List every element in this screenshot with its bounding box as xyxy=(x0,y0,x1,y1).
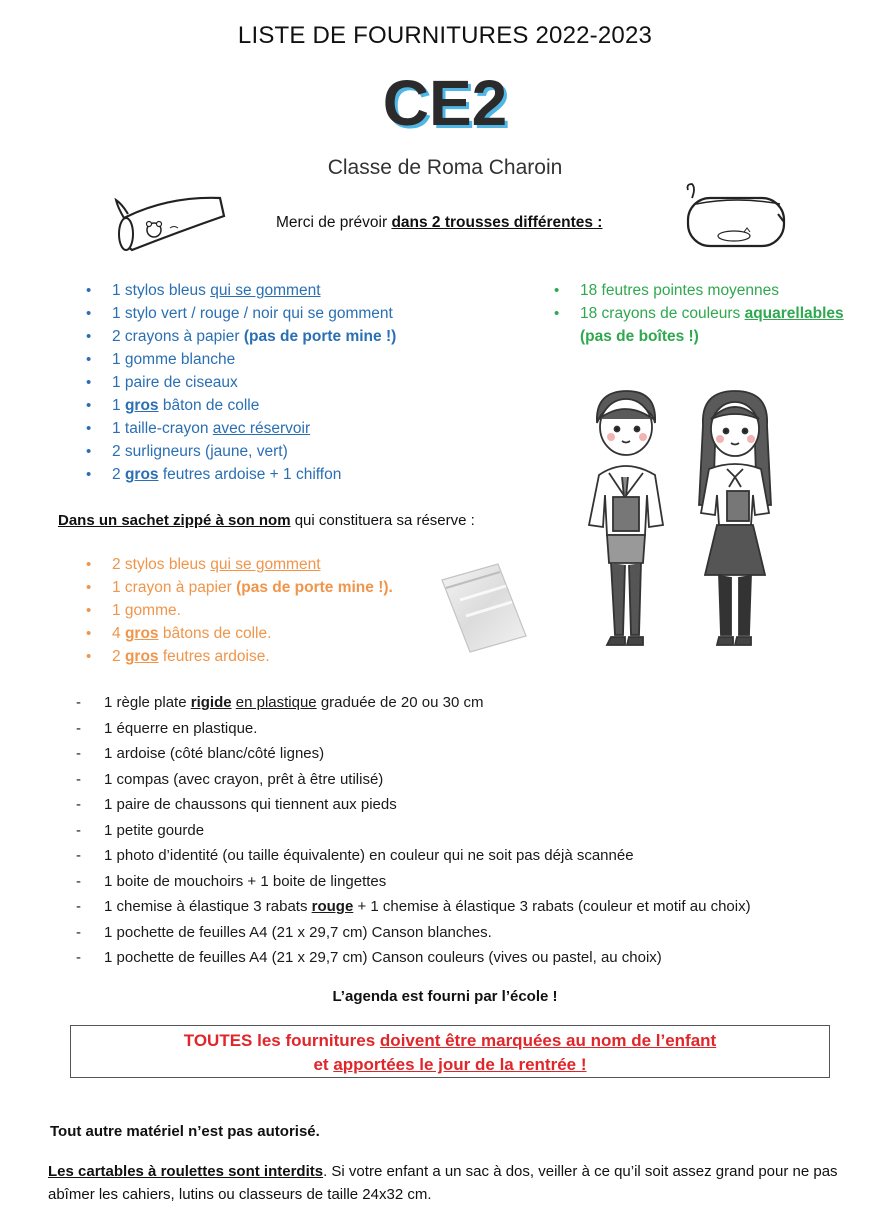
sachet-emphasis: Dans un sachet zippé à son nom xyxy=(58,512,291,529)
cartables-rest: . Si votre enfant a un sac à dos, veiller à ce qu’il soit assez grand pour ne pas abîmer les cahiers, lutins ou classeurs de taille 24x32 cm. xyxy=(48,1163,838,1203)
intro-emphasis: dans 2 trousses différentes : xyxy=(391,214,603,231)
list-item: • 1 paire de ciseaux xyxy=(86,371,396,394)
students-illustration xyxy=(585,385,790,660)
list-item: - 1 pochette de feuilles A4 (21 x 29,7 cm) Canson couleurs (vives ou pastel, au choix) xyxy=(76,945,751,971)
trousse-1-list xyxy=(86,279,396,486)
list-item: • 1 gomme blanche xyxy=(86,348,396,371)
list-item: • 4 gros bâtons de colle. xyxy=(86,622,393,645)
list-item: • 2 surligneurs (jaune, vert) xyxy=(86,440,396,463)
intro-line xyxy=(276,214,602,232)
list-item: • 1 stylos bleus qui se gomment xyxy=(86,279,396,302)
forbidden-note: Tout autre matériel n’est pas autorisé. xyxy=(50,1123,320,1140)
trousse-2-note: (pas de boîtes !) xyxy=(580,328,699,345)
list-item: • 1 crayon à papier (pas de porte mine !). xyxy=(86,576,393,599)
list-item: • 18 feutres pointes moyennes xyxy=(554,279,844,302)
list-item: - 1 ardoise (côté blanc/côté lignes) xyxy=(76,741,751,767)
cartables-note xyxy=(48,1160,848,1206)
sachet-rest: qui constituera sa réserve : xyxy=(290,512,475,529)
list-item: • 2 crayons à papier (pas de porte mine !) xyxy=(86,325,396,348)
cartables-emphasis: Les cartables à roulettes sont interdits xyxy=(48,1163,324,1180)
notice-line-2: et apportées le jour de la rentrée ! xyxy=(313,1055,587,1074)
list-item: • 18 crayons de couleurs aquarellables xyxy=(554,302,844,325)
notice-box xyxy=(70,1025,830,1078)
list-item: • 2 stylos bleus qui se gomment xyxy=(86,553,393,576)
list-item: - 1 petite gourde xyxy=(76,818,751,844)
page-title: LISTE DE FOURNITURES 2022-2023 xyxy=(237,22,653,49)
pencil-case-cat-icon xyxy=(682,180,792,252)
list-item: • 1 taille-crayon avec réservoir xyxy=(86,417,396,440)
agenda-note: L’agenda est fourni par l’école ! xyxy=(332,988,558,1005)
list-item: - 1 pochette de feuilles A4 (21 x 29,7 cm) Canson blanches. xyxy=(76,920,751,946)
trousse-2-list xyxy=(554,279,844,325)
list-item: - 1 photo d’identité (ou taille équivalente) en couleur qui ne soit pas déjà scannée xyxy=(76,843,751,869)
list-item: - 1 chemise à élastique 3 rabats rouge + 1 chemise à élastique 3 rabats (couleur et motif au choix) xyxy=(76,894,751,920)
list-item: - 1 compas (avec crayon, prêt à être utilisé) xyxy=(76,767,751,793)
zip-bag-icon xyxy=(436,560,532,656)
list-item: • 2 gros feutres ardoise. xyxy=(86,645,393,668)
supplies-list xyxy=(76,690,751,971)
list-item: - 1 équerre en plastique. xyxy=(76,716,751,742)
sachet-line xyxy=(58,512,475,529)
grade-heading: CE2 xyxy=(382,67,508,139)
list-item: • 1 gomme. xyxy=(86,599,393,622)
notice-line-1: TOUTES les fournitures doivent être marquées au nom de l’enfant xyxy=(183,1031,717,1050)
list-item: - 1 règle plate rigide en plastique graduée de 20 ou 30 cm xyxy=(76,690,751,716)
intro-prefix: Merci de prévoir xyxy=(276,214,392,231)
list-item: • 1 stylo vert / rouge / noir qui se gomment xyxy=(86,302,396,325)
list-item: - 1 boite de mouchoirs + 1 boite de lingettes xyxy=(76,869,751,895)
class-name: Classe de Roma Charoin xyxy=(327,156,563,179)
reserve-list xyxy=(86,553,393,668)
pencil-case-bear-icon xyxy=(108,188,228,258)
list-item: • 2 gros feutres ardoise + 1 chiffon xyxy=(86,463,396,486)
list-item: - 1 paire de chaussons qui tiennent aux pieds xyxy=(76,792,751,818)
list-item: • 1 gros bâton de colle xyxy=(86,394,396,417)
